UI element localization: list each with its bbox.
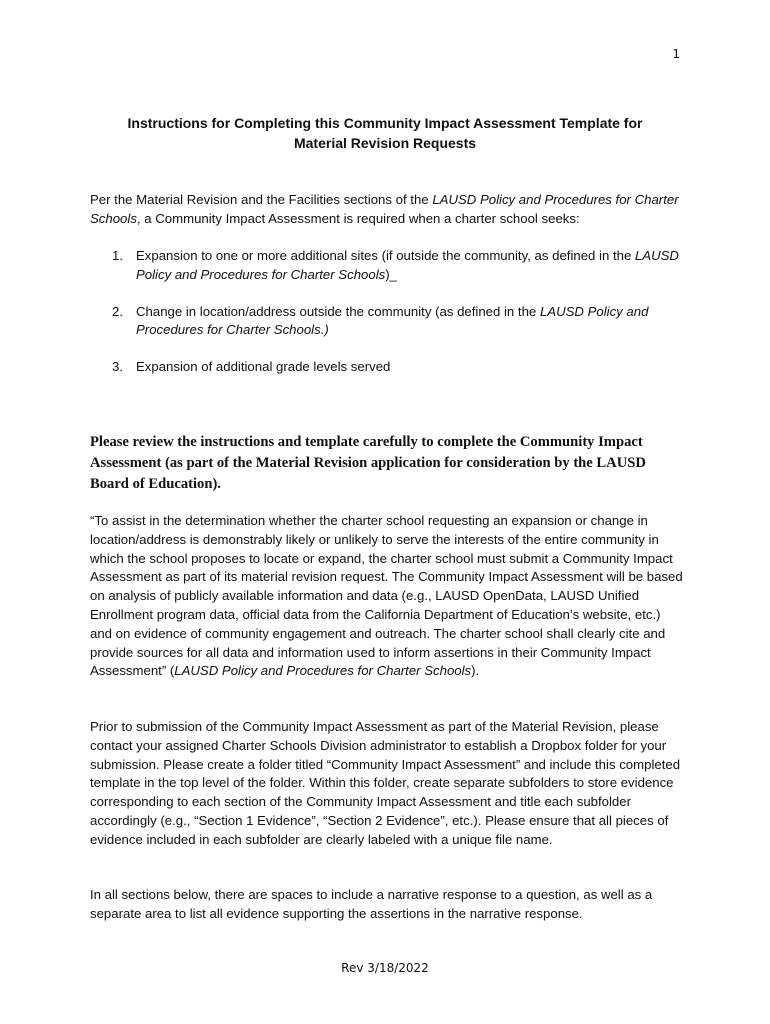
intro-paragraph — [90, 190, 685, 228]
intro-text-end: , a Community Impact Assessment is required when a charter school seeks: — [136, 211, 580, 226]
title-line-2: Material Revision Requests — [293, 135, 477, 151]
list-item — [90, 247, 690, 284]
intro-policy-reference: LAUSD Policy and Procedures for Charter Schools — [90, 192, 679, 226]
list-item — [90, 358, 690, 377]
list-item-policy-reference: LAUSD Policy and Procedures for Charter Schools — [136, 248, 679, 282]
policy-quote-paragraph — [90, 512, 685, 681]
page-title — [90, 113, 680, 153]
sections-note-paragraph: In all sections below, there are spaces to include a narrative response to a question, as well as a separate area to list all evidence supporting the assertions in the narrative response. — [90, 887, 653, 921]
title-line-1: Instructions for Completing this Community Impact Assessment Template for — [127, 115, 643, 131]
list-item-policy-reference: LAUSD Policy and Procedures for Charter Schools.) — [136, 303, 649, 337]
policy-quote-reference: LAUSD Policy and Procedures for Charter Schools — [174, 663, 472, 679]
list-item-number: 2. — [112, 303, 123, 319]
list-item-text: Expansion of additional grade levels served — [136, 359, 391, 374]
requirements-list — [90, 247, 690, 395]
policy-quote-text: “To assist in the determination whether the charter school requesting an expansion or change in location/address is demonstrably likely or unlikely to serve the interests of the entire community in which the school proposes to locate or expand, the charter school must submit a Community Impact Assessment as part of its material revision request. The Community Impact Assessment will be based on analysis of publicly available information and data (e.g., LAUSD OpenData, LAUSD Unified Enrollment program data, official data from the California Department of Education’s website, etc.) and on evidence of community engagement and outreach. The charter school shall clearly cite and provide sources for all data and information used to inform assertions in their Community Impact Assessment” ( — [90, 513, 683, 679]
policy-quote-end: ). — [471, 663, 480, 679]
review-instructions-heading: Please review the instructions and template carefully to complete the Community Impact Assessment (as part of the Material Revision application for consideration by the LAUSD Board of Education). — [90, 434, 646, 492]
list-item — [90, 303, 690, 340]
list-item-number: 3. — [112, 359, 123, 374]
list-item-text: Expansion to one or more additional sites (if outside the community, as defined in the — [136, 248, 635, 263]
intro-text: Per the Material Revision and the Facilities sections of the — [90, 192, 433, 207]
submission-instructions-paragraph: Prior to submission of the Community Impact Assessment as part of the Material Revision, please contact your assigned Charter Schools Division administrator to establish a Dropbox folder for your submission. Please create a folder titled “Community Impact Assessment” and include this completed template in the top level of the folder. Within this folder, create separate subfolders to store evidence corresponding to each section of the Community Impact Assessment and title each subfolder accordingly (e.g., “Section 1 Evidence”, “Section 2 Evidence”, etc.). Please ensure that all pieces of evidence included in each subfolder are clearly labeled with a unique file name. — [90, 719, 681, 847]
list-item-text-end: )_ — [385, 266, 397, 282]
list-item-number: 1. — [112, 248, 123, 263]
list-item-text: Change in location/address outside the community (as defined in the — [136, 303, 540, 319]
page-number: 1 — [672, 47, 680, 61]
revision-date-footer: Rev 3/18/2022 — [341, 961, 429, 975]
